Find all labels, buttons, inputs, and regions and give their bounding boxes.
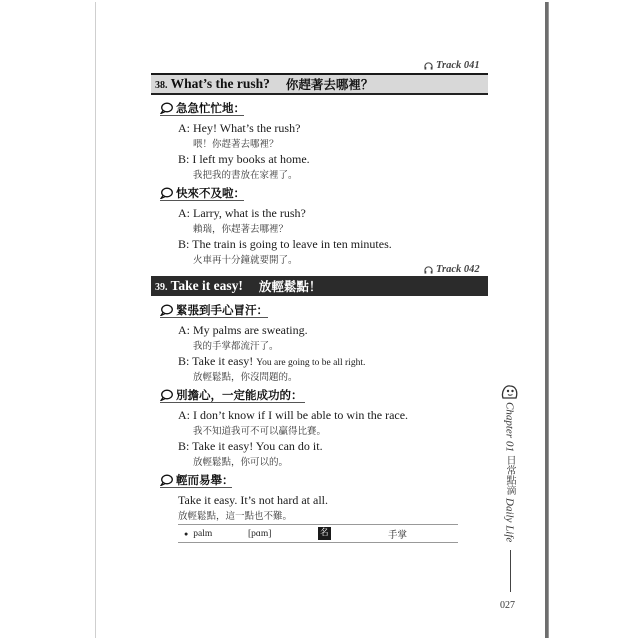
speech-bubble-icon (160, 187, 173, 199)
dialog-line-en: A: Larry, what is the rush? (178, 206, 306, 220)
speech-bubble-icon (160, 304, 173, 316)
example-line-en: Take it easy. It’s not hard at all. (178, 493, 328, 507)
dialog-line-en: A: My palms are sweating. (178, 323, 308, 337)
subheading-1-text: 急急忙忙地： (176, 101, 245, 115)
dialog-line-zh: 我的手掌都流汗了。 (193, 341, 279, 352)
dialog-line-zh: 我不知道我可不可以贏得比賽。 (193, 426, 327, 437)
subheading-2 (160, 185, 245, 201)
vocab-phonetic: [pɑm] (248, 528, 272, 539)
dialog-line-en: B: I left my books at home. (178, 152, 310, 166)
section-38-number: 38. (155, 80, 168, 91)
section-39-header (151, 276, 488, 296)
dialog-line-en: B: The train is going to leave in ten minutes. (178, 237, 392, 251)
dialog-line-zh: 我把我的書放在家裡了。 (193, 170, 298, 181)
subheading-2-text: 快來不及啦： (176, 186, 245, 200)
section-38-header (151, 75, 488, 95)
track-041-text: Track 041 (436, 60, 480, 71)
dialog-line-en: A: Hey! What’s the rush? (178, 121, 301, 135)
chapter-mascot-icon (500, 383, 520, 401)
subheading-4-text: 別擔心，一定能成功的： (176, 388, 303, 402)
subheading-3-underline (160, 317, 268, 318)
vocab-pos-badge: 名 (320, 528, 329, 538)
chapter-title-zh: 日常點滴 (504, 455, 515, 496)
dialog-line-zh: 放輕鬆點，你沒問題的。 (193, 372, 298, 383)
vocab-word: palm (193, 528, 213, 539)
speech-bubble-icon (160, 102, 173, 114)
speech-bubble-icon (160, 474, 173, 486)
dialog-line-zh: 喂！你趕著去哪裡？ (193, 139, 279, 150)
dialog-line-en: B: Take it easy! You can do it. (178, 439, 323, 453)
dialog-line-en-small: You are going to be all right. (256, 358, 366, 368)
headphones-icon (424, 266, 433, 274)
dialog-line-zh: 放輕鬆點，你可以的。 (193, 457, 289, 468)
chapter-number: 01 (503, 441, 516, 453)
section-39-number: 39. (155, 282, 168, 293)
subheading-3-text: 緊張到手心冒汗： (176, 303, 268, 317)
subheading-4 (160, 387, 303, 403)
track-042-label (424, 264, 480, 275)
chapter-side-label (502, 402, 517, 542)
dialog-line-zh: 火車再十分鐘就要開了。 (193, 255, 298, 266)
subheading-3 (160, 302, 268, 318)
track-042-text: Track 042 (436, 264, 480, 275)
vocabulary-row (178, 524, 458, 543)
headphones-icon (424, 62, 433, 70)
section-39-title-zh: 放輕鬆點！ (258, 279, 322, 294)
subheading-4-underline (160, 402, 305, 403)
vocab-meaning: 手掌 (388, 529, 408, 541)
subheading-2-underline (160, 200, 244, 201)
subheading-5-underline (160, 487, 232, 488)
subheading-5-text: 輕而易舉： (176, 473, 234, 487)
speech-bubble-icon (160, 389, 173, 401)
vocab-bullet: ● (184, 529, 189, 538)
vocab-word-cell (178, 529, 248, 539)
dialog-line-zh: 賴瑞，你趕著去哪裡？ (193, 224, 289, 235)
example-line-zh: 放輕鬆點，這一點也不難。 (178, 511, 293, 522)
vocab-pos-cell (318, 527, 388, 540)
dialog-line-en: A: I don’t know if I will be able to win the race. (178, 408, 409, 422)
section-39-title-en: Take it easy! (170, 278, 243, 293)
book-page (95, 2, 545, 638)
dialog-line-en (178, 354, 365, 369)
section-38-title-zh: 你趕著去哪裡？ (285, 77, 374, 92)
subheading-5 (160, 472, 234, 488)
subheading-1-underline (160, 115, 244, 116)
chapter-side-rule (510, 550, 511, 592)
subheading-1 (160, 100, 245, 116)
chapter-word: Chapter (503, 402, 516, 439)
track-041-label (424, 60, 480, 71)
section-38-title-en: What’s the rush? (170, 76, 270, 91)
dialog-line-en-main: B: Take it easy! (178, 354, 254, 368)
chapter-title-en: Daily Life (503, 498, 516, 543)
page-number: 027 (500, 600, 515, 611)
